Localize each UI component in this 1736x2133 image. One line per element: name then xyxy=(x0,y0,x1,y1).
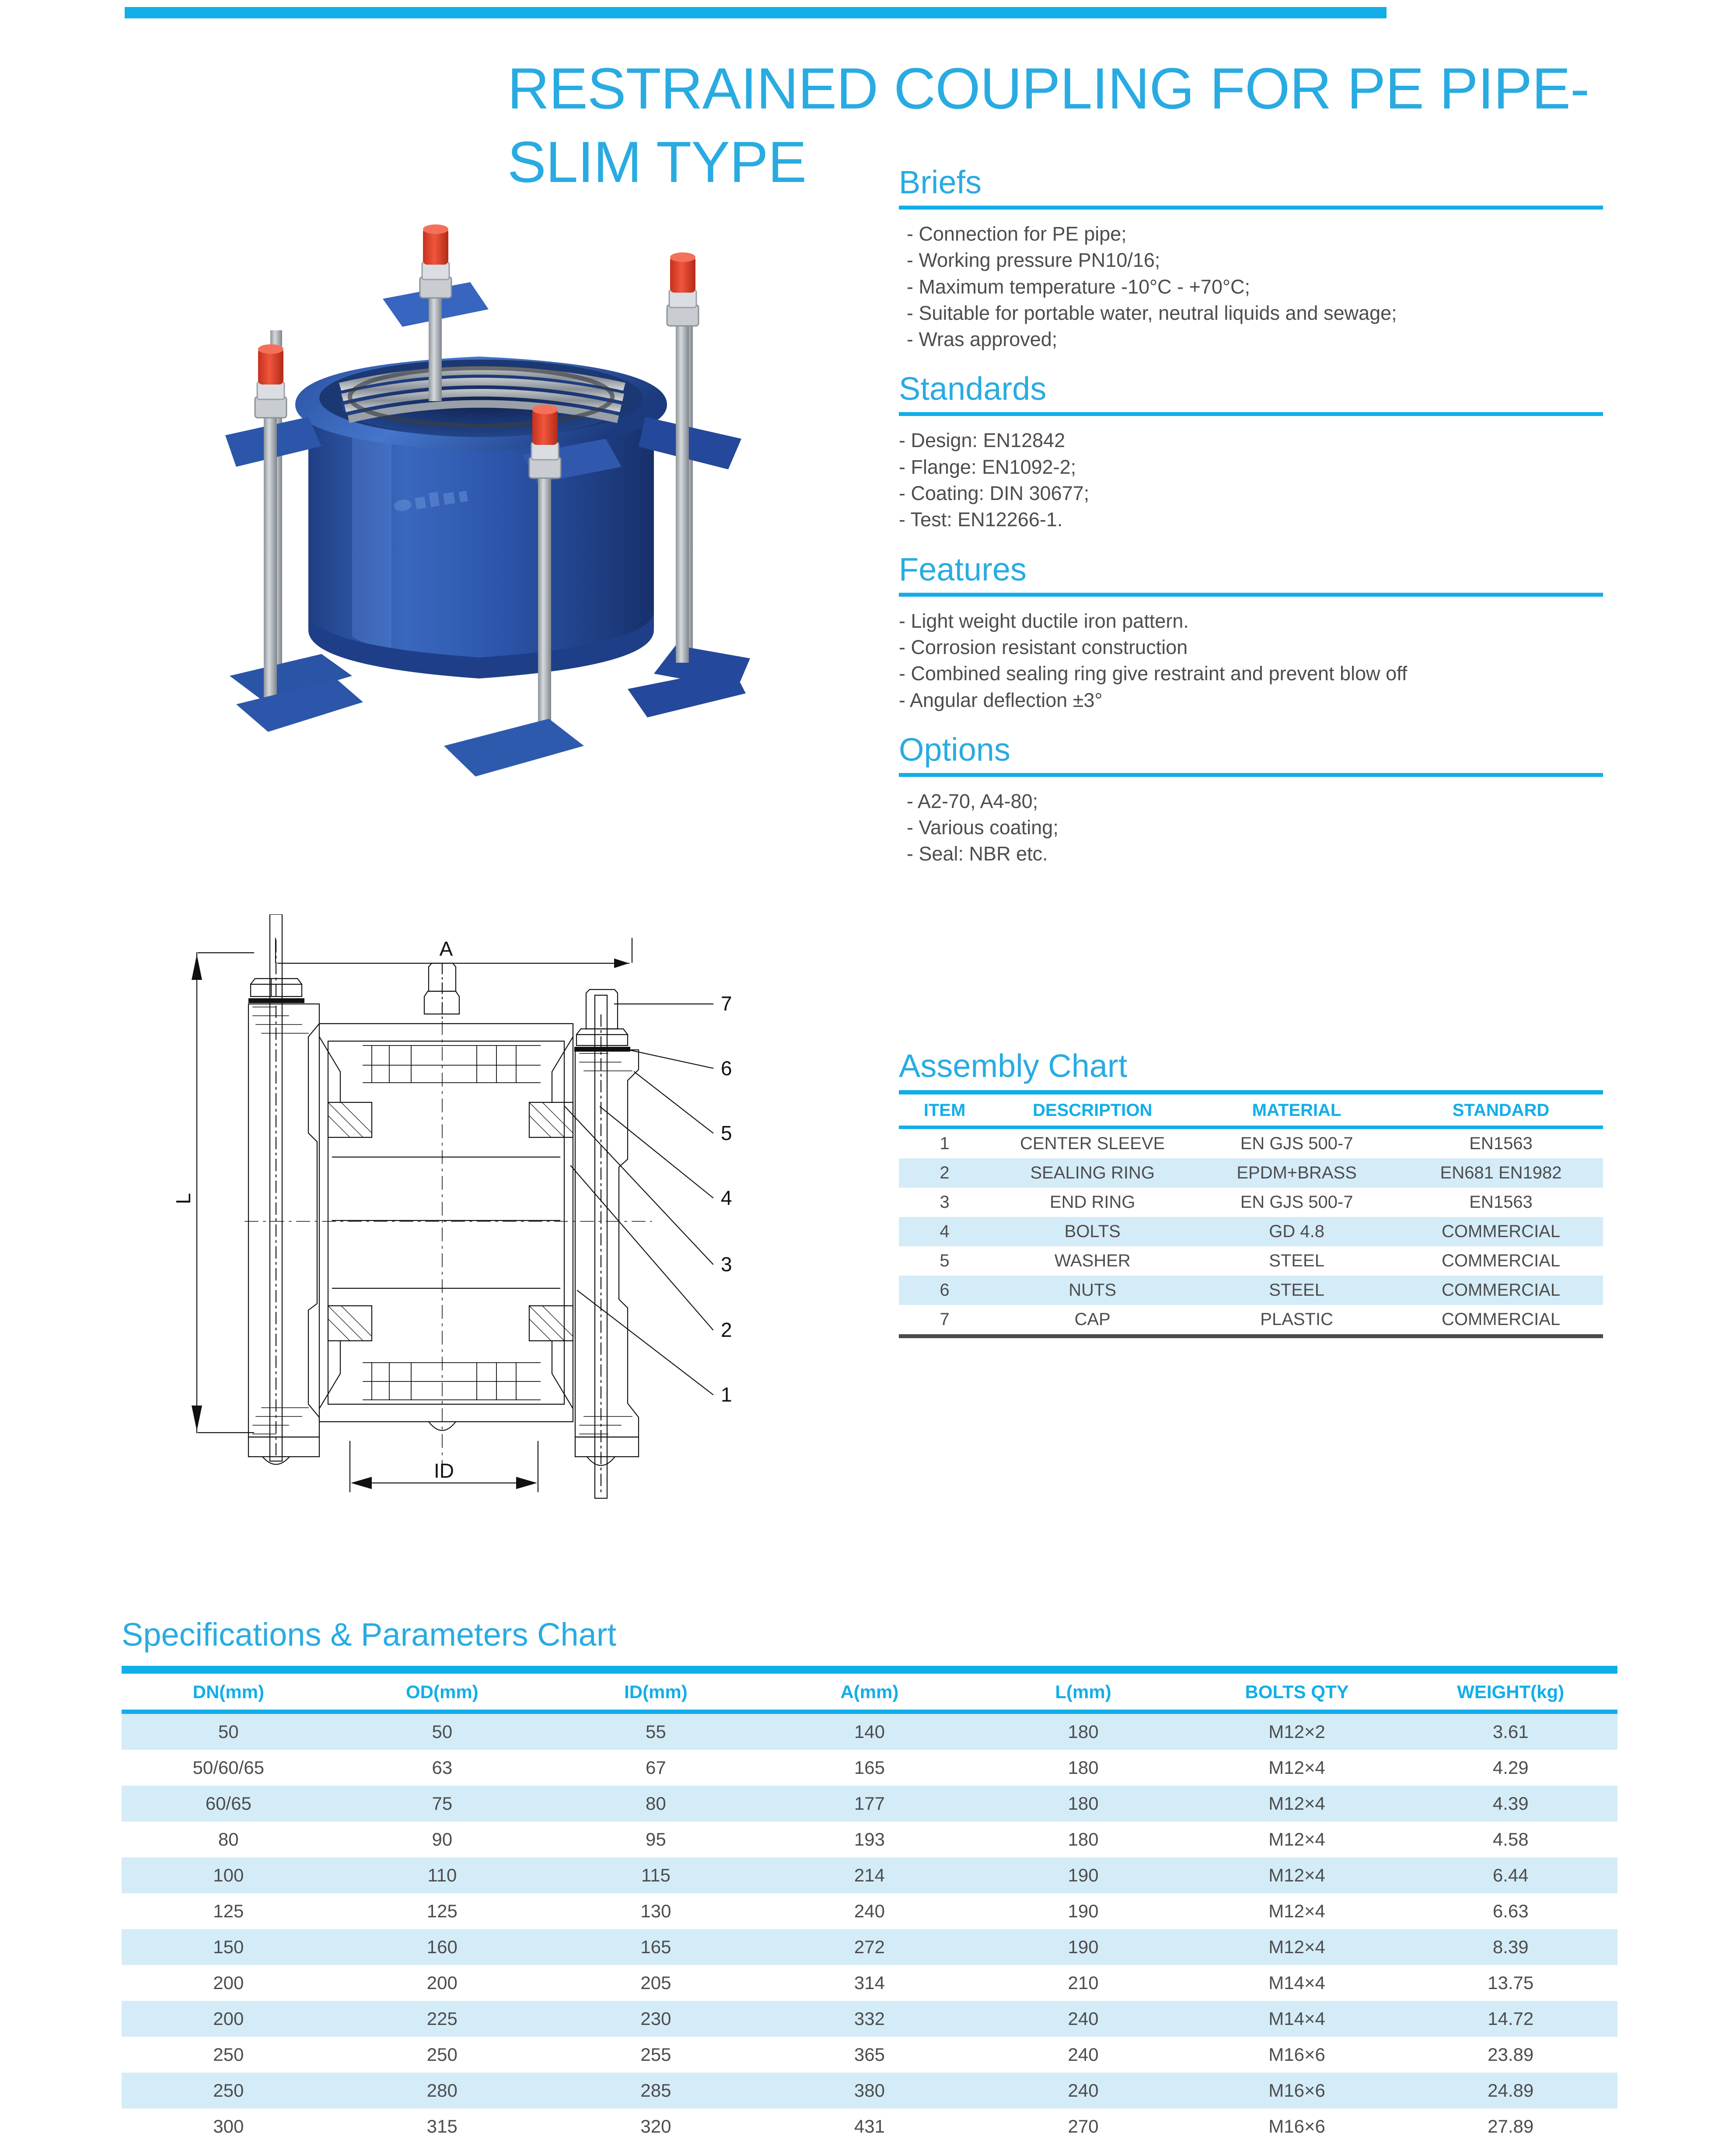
cell-bolts: M12×4 xyxy=(1190,1857,1404,1893)
section-rule xyxy=(899,206,1603,210)
cell-description: CAP xyxy=(1074,1310,1111,1329)
cell-dn: 50/60/65 xyxy=(192,1757,265,1778)
assembly-rule-top xyxy=(899,1090,1603,1094)
dimension-label-id: ID xyxy=(434,1459,454,1482)
section-standards xyxy=(899,373,1607,533)
cell-l: 190 xyxy=(976,1857,1190,1893)
cell-l: 180 xyxy=(1068,1757,1099,1778)
cell-material: EN GJS 500-7 xyxy=(1240,1192,1353,1212)
table-row xyxy=(899,1127,1603,1158)
info-sections xyxy=(899,166,1607,888)
cell-l: 190 xyxy=(1068,1901,1099,1921)
section-rule xyxy=(899,593,1603,597)
column-header-item: ITEM xyxy=(899,1094,990,1127)
specs-rule-top xyxy=(122,1666,1617,1674)
section-heading-options: Options xyxy=(899,731,1011,768)
cell-l: 180 xyxy=(1068,1829,1099,1850)
cell-weight: 27.89 xyxy=(1488,2116,1534,2133)
table-row xyxy=(899,1217,1603,1246)
cell-id: 95 xyxy=(646,1829,666,1850)
cell-a: 177 xyxy=(763,1786,977,1822)
cell-dn: 150 xyxy=(122,1929,335,1965)
callout-1: 1 xyxy=(721,1383,732,1406)
table-header-row xyxy=(899,1094,1603,1127)
list-item: - A2-70, A4-80; xyxy=(907,790,1038,812)
options-list xyxy=(899,788,1607,867)
table-row xyxy=(122,1786,1617,1822)
cell-l: 180 xyxy=(976,1712,1190,1750)
table-row xyxy=(122,1929,1617,1965)
dimension-label-l: L xyxy=(172,1193,195,1204)
list-item: - Working pressure PN10/16; xyxy=(907,249,1160,272)
cell-a: 214 xyxy=(763,1857,977,1893)
table-row xyxy=(122,1712,1617,1750)
cell-material: EPDM+BRASS xyxy=(1195,1158,1399,1188)
cell-weight: 13.75 xyxy=(1488,1972,1534,1993)
cell-material: STEEL xyxy=(1269,1251,1324,1270)
cell-a: 332 xyxy=(763,2001,977,2037)
cell-dn: 125 xyxy=(213,1901,244,1921)
specifications-heading: Specifications & Parameters Chart xyxy=(122,1616,617,1653)
assembly-rule-bottom xyxy=(899,1334,1603,1338)
cell-id: 115 xyxy=(549,1857,763,1893)
section-rule xyxy=(899,412,1603,416)
cell-l: 240 xyxy=(1068,2044,1099,2065)
table-row xyxy=(122,1857,1617,1893)
cell-l: 270 xyxy=(1068,2116,1099,2133)
cell-bolts: M16×6 xyxy=(1268,2044,1325,2065)
cell-a: 380 xyxy=(763,2073,977,2109)
cell-dn: 200 xyxy=(122,2001,335,2037)
cell-dn: 60/65 xyxy=(122,1786,335,1822)
cell-od: 63 xyxy=(432,1757,453,1778)
cell-item: 3 xyxy=(940,1192,950,1212)
technical-drawing xyxy=(144,914,779,1522)
section-heading-features: Features xyxy=(899,551,1027,587)
callout-7: 7 xyxy=(721,992,732,1015)
column-header-weight: WEIGHT(kg) xyxy=(1404,1674,1617,1712)
list-item: - Angular deflection ±3° xyxy=(899,689,1103,711)
cell-od: 110 xyxy=(335,1857,549,1893)
cell-weight: 4.58 xyxy=(1492,1829,1529,1850)
cell-standard: COMMERCIAL xyxy=(1399,1276,1603,1305)
table-row xyxy=(122,2037,1617,2073)
list-item: - Light weight ductile iron pattern. xyxy=(899,609,1189,632)
list-item: - Test: EN12266-1. xyxy=(899,508,1063,531)
table-row xyxy=(899,1246,1603,1276)
cell-a: 431 xyxy=(854,2116,885,2133)
cell-item: 1 xyxy=(940,1134,950,1153)
cell-od: 75 xyxy=(335,1786,549,1822)
cell-bolts: M14×4 xyxy=(1190,2001,1404,2037)
cell-standard: EN1563 xyxy=(1469,1134,1533,1153)
table-row xyxy=(899,1158,1603,1188)
cell-dn: 200 xyxy=(213,1972,244,1993)
cell-dn: 300 xyxy=(213,2116,244,2133)
section-options xyxy=(899,731,1607,867)
column-header-description: DESCRIPTION xyxy=(990,1094,1195,1127)
cell-bolts: M14×4 xyxy=(1268,1972,1325,1993)
cell-id: 80 xyxy=(549,1786,763,1822)
cell-id: 285 xyxy=(549,2073,763,2109)
cell-bolts: M12×4 xyxy=(1190,1786,1404,1822)
cell-od: 125 xyxy=(426,1901,458,1921)
cell-description: WASHER xyxy=(1054,1251,1131,1270)
list-item: - Suitable for portable water, neutral liquids and sewage; xyxy=(907,301,1397,324)
section-rule xyxy=(899,773,1603,777)
cell-od: 280 xyxy=(335,2073,549,2109)
cell-weight: 8.39 xyxy=(1404,1929,1617,1965)
section-features xyxy=(899,553,1607,713)
cell-material: PLASTIC xyxy=(1260,1310,1333,1329)
table-row xyxy=(899,1276,1603,1305)
cell-id: 165 xyxy=(549,1929,763,1965)
callout-3: 3 xyxy=(721,1253,732,1276)
list-item: - Corrosion resistant construction xyxy=(899,636,1188,658)
section-heading-briefs: Briefs xyxy=(899,164,982,200)
cell-description: CENTER SLEEVE xyxy=(1020,1134,1165,1153)
assembly-chart-block xyxy=(899,1050,1607,1338)
cell-item: 4 xyxy=(899,1217,990,1246)
cell-id: 55 xyxy=(549,1712,763,1750)
cell-od: 200 xyxy=(426,1972,458,1993)
cell-description: SEALING RING xyxy=(990,1158,1195,1188)
cell-weight: 3.61 xyxy=(1404,1712,1617,1750)
list-item: - Maximum temperature -10°C - +70°C; xyxy=(907,275,1250,298)
cell-od: 315 xyxy=(426,2116,458,2133)
cell-dn: 250 xyxy=(213,2044,244,2065)
specifications-block xyxy=(122,1616,1617,2133)
cell-material: STEEL xyxy=(1195,1276,1399,1305)
page-title: RESTRAINED COUPLING FOR PE PIPE-SLIM TYPE xyxy=(507,56,1589,195)
list-item: - Various coating; xyxy=(907,816,1058,839)
callout-5: 5 xyxy=(721,1122,732,1144)
cell-od: 225 xyxy=(335,2001,549,2037)
callout-2: 2 xyxy=(721,1318,732,1341)
specifications-table xyxy=(122,1674,1617,2133)
callout-4: 4 xyxy=(721,1186,732,1209)
column-header-od: OD(mm) xyxy=(335,1674,549,1712)
dimension-label-a: A xyxy=(439,937,453,960)
cell-id: 130 xyxy=(640,1901,671,1921)
cell-l: 190 xyxy=(976,1929,1190,1965)
cell-id: 255 xyxy=(640,2044,671,2065)
cell-description: NUTS xyxy=(990,1276,1195,1305)
cell-dn: 100 xyxy=(122,1857,335,1893)
cell-a: 165 xyxy=(854,1757,885,1778)
column-header-l: L(mm) xyxy=(976,1674,1190,1712)
features-list xyxy=(899,608,1607,713)
cell-bolts: M12×4 xyxy=(1268,1757,1325,1778)
callout-6: 6 xyxy=(721,1057,732,1080)
table-row xyxy=(899,1188,1603,1217)
table-header-row xyxy=(122,1674,1617,1712)
cell-bolts: M12×4 xyxy=(1268,1901,1325,1921)
list-item: - Wras approved; xyxy=(907,328,1058,351)
cell-od: 160 xyxy=(335,1929,549,1965)
cell-a: 314 xyxy=(854,1972,885,1993)
cell-description: BOLTS xyxy=(990,1217,1195,1246)
cell-weight: 6.44 xyxy=(1404,1857,1617,1893)
list-item: - Connection for PE pipe; xyxy=(907,223,1127,245)
cell-material: EN GJS 500-7 xyxy=(1240,1134,1353,1153)
column-header-material: MATERIAL xyxy=(1195,1094,1399,1127)
cell-a: 365 xyxy=(854,2044,885,2065)
cell-od: 250 xyxy=(426,2044,458,2065)
cell-a: 193 xyxy=(854,1829,885,1850)
cell-item: 7 xyxy=(940,1310,950,1329)
cell-bolts: M16×6 xyxy=(1190,2073,1404,2109)
standards-list xyxy=(899,427,1607,533)
cell-id: 67 xyxy=(646,1757,666,1778)
assembly-chart-heading: Assembly Chart xyxy=(899,1048,1128,1084)
cell-item: 6 xyxy=(899,1276,990,1305)
table-row xyxy=(122,2001,1617,2037)
cell-od: 50 xyxy=(335,1712,549,1750)
cell-l: 180 xyxy=(976,1786,1190,1822)
briefs-list xyxy=(899,221,1607,353)
cell-standard: EN681 EN1982 xyxy=(1399,1158,1603,1188)
cell-weight: 4.39 xyxy=(1404,1786,1617,1822)
table-row xyxy=(122,2109,1617,2133)
cell-bolts: M12×4 xyxy=(1190,1929,1404,1965)
column-header-id: ID(mm) xyxy=(549,1674,763,1712)
cell-l: 210 xyxy=(1068,1972,1099,1993)
table-row xyxy=(122,1822,1617,1857)
cell-weight: 4.29 xyxy=(1492,1757,1529,1778)
cell-a: 140 xyxy=(763,1712,977,1750)
cell-dn: 50 xyxy=(122,1712,335,1750)
cell-id: 205 xyxy=(640,1972,671,1993)
column-header-bolts-qty: BOLTS QTY xyxy=(1190,1674,1404,1712)
table-row xyxy=(122,1893,1617,1929)
list-item: - Seal: NBR etc. xyxy=(907,843,1048,865)
table-row xyxy=(122,1965,1617,2001)
top-accent-bar xyxy=(125,7,1387,18)
cell-standard: COMMERCIAL xyxy=(1399,1217,1603,1246)
cell-material: GD 4.8 xyxy=(1195,1217,1399,1246)
cell-l: 240 xyxy=(976,2073,1190,2109)
column-header-dn: DN(mm) xyxy=(122,1674,335,1712)
column-header-a: A(mm) xyxy=(763,1674,977,1712)
cell-standard: COMMERCIAL xyxy=(1441,1310,1561,1329)
cell-description: END RING xyxy=(1049,1192,1135,1212)
list-item: - Combined sealing ring give restraint and prevent blow off xyxy=(899,662,1408,685)
cell-a: 272 xyxy=(763,1929,977,1965)
cell-l: 240 xyxy=(976,2001,1190,2037)
list-item: - Design: EN12842 xyxy=(899,429,1065,452)
table-row xyxy=(899,1305,1603,1334)
cell-bolts: M12×2 xyxy=(1190,1712,1404,1750)
cell-a: 240 xyxy=(854,1901,885,1921)
column-header-standard: STANDARD xyxy=(1399,1094,1603,1127)
cell-bolts: M16×6 xyxy=(1268,2116,1325,2133)
cell-dn: 250 xyxy=(122,2073,335,2109)
cell-od: 90 xyxy=(432,1829,453,1850)
section-briefs xyxy=(899,166,1607,353)
list-item: - Coating: DIN 30677; xyxy=(899,482,1090,505)
cell-dn: 80 xyxy=(218,1829,239,1850)
cell-standard: COMMERCIAL xyxy=(1441,1251,1561,1270)
cell-weight: 14.72 xyxy=(1404,2001,1617,2037)
cell-id: 230 xyxy=(549,2001,763,2037)
product-photo xyxy=(164,199,785,838)
cell-weight: 24.89 xyxy=(1404,2073,1617,2109)
list-item: - Flange: EN1092-2; xyxy=(899,455,1076,478)
cell-id: 320 xyxy=(640,2116,671,2133)
cell-standard: EN1563 xyxy=(1469,1192,1533,1212)
section-heading-standards: Standards xyxy=(899,371,1047,407)
assembly-chart-table xyxy=(899,1094,1603,1334)
cell-weight: 6.63 xyxy=(1492,1901,1529,1921)
table-row xyxy=(122,1750,1617,1786)
table-row xyxy=(122,2073,1617,2109)
cell-bolts: M12×4 xyxy=(1268,1829,1325,1850)
cell-item: 5 xyxy=(940,1251,950,1270)
cell-weight: 23.89 xyxy=(1488,2044,1534,2065)
cell-item: 2 xyxy=(899,1158,990,1188)
